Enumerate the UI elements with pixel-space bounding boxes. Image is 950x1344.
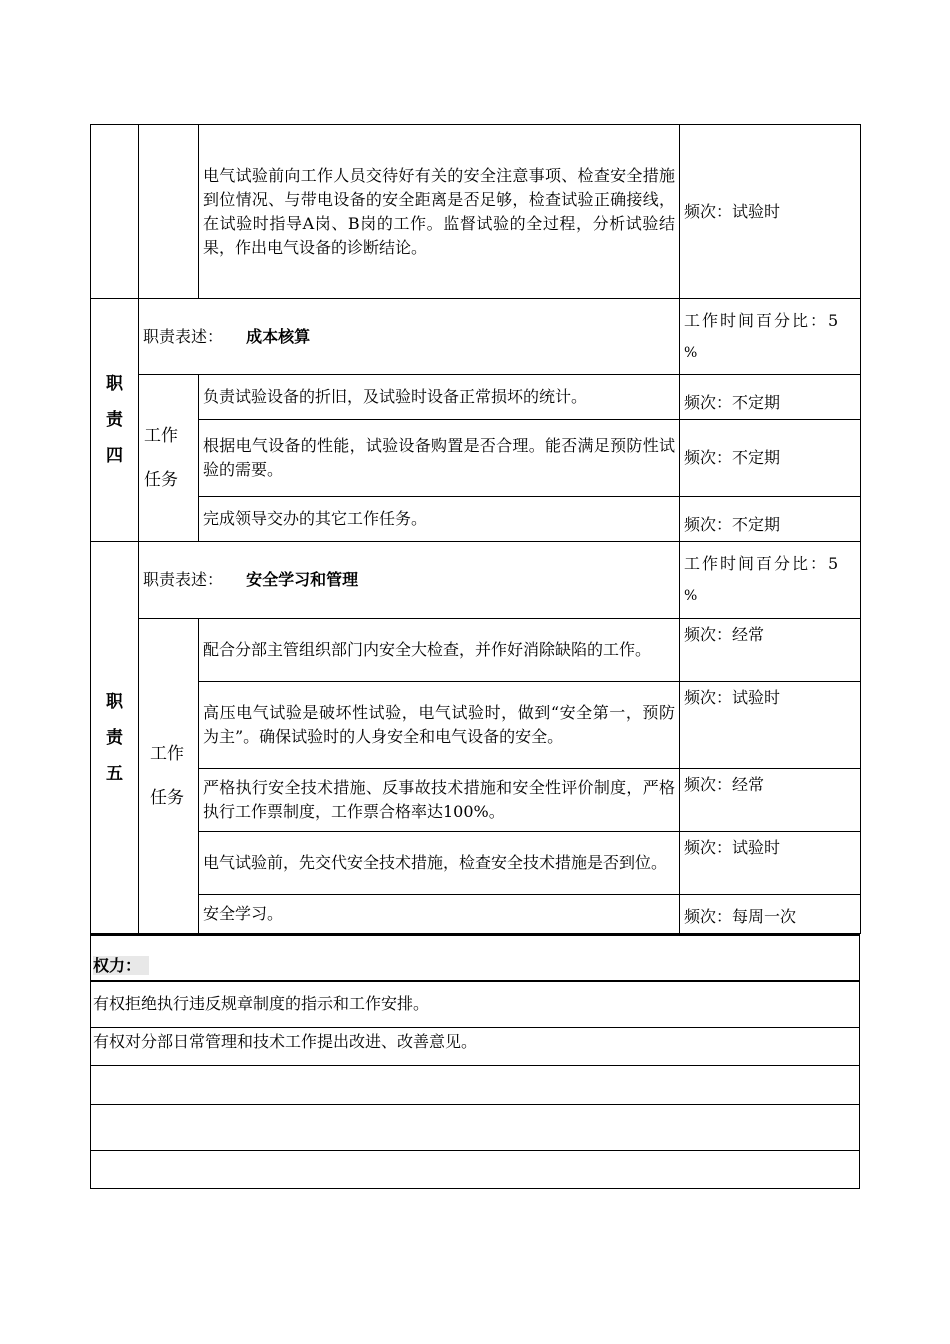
duty5-work-tasks-label: 工作 任务 xyxy=(139,619,199,934)
task-frequency: 频次：经常 xyxy=(680,769,861,832)
duty4-description xyxy=(139,299,680,375)
table-row xyxy=(91,895,861,934)
power-item xyxy=(91,1065,860,1104)
task-description: 高压电气试验是破坏性试验，电气试验时，做到“安全第一，预防为主”。确保试验时的人身安全和电气设备的安全。 xyxy=(199,682,680,769)
duty5-time-percent: 工作时间百分比：5 % xyxy=(680,542,861,619)
task-frequency: 频次：经常 xyxy=(680,619,861,682)
task-frequency: 频次：试验时 xyxy=(680,125,861,299)
power-item: 有权对分部日常管理和技术工作提出改进、改善意见。 xyxy=(91,1027,860,1065)
power-item xyxy=(91,1104,860,1150)
duty4-header-row xyxy=(91,299,861,375)
task-frequency: 频次：试验时 xyxy=(680,832,861,895)
power-table xyxy=(90,934,860,1189)
duty4-section-label: 职 责 四 xyxy=(91,299,139,542)
duty4-work-tasks-label: 工作 任务 xyxy=(139,375,199,542)
duty-title: 安全学习和管理 xyxy=(246,570,359,589)
task-description: 电气试验前，先交代安全技术措施，检查安全技术措施是否到位。 xyxy=(199,832,680,895)
task-frequency: 频次：不定期 xyxy=(680,497,861,542)
table-row xyxy=(91,832,861,895)
task-description: 安全学习。 xyxy=(199,895,680,934)
task-description: 完成领导交办的其它工作任务。 xyxy=(199,497,680,542)
duties-table xyxy=(90,124,861,934)
duty4-time-percent: 工作时间百分比：5 % xyxy=(680,299,861,375)
task-frequency: 频次：不定期 xyxy=(680,420,861,497)
table-row xyxy=(91,619,861,682)
task-frequency: 频次：每周一次 xyxy=(680,895,861,934)
duty-title: 成本核算 xyxy=(246,326,311,346)
task-description: 配合分部主管组织部门内安全大检查，并作好消除缺陷的工作。 xyxy=(199,619,680,682)
table-row xyxy=(91,682,861,769)
power-label: 权力： xyxy=(93,956,149,975)
section-cell-empty xyxy=(91,125,139,299)
table-row xyxy=(91,769,861,832)
table-row xyxy=(91,1150,860,1188)
power-header-row xyxy=(91,935,860,981)
task-description: 严格执行安全技术措施、反事故技术措施和安全性评价制度，严格执行工作票制度，工作票合格率达100%。 xyxy=(199,769,680,832)
task-description: 负责试验设备的折旧，及试验时设备正常损坏的统计。 xyxy=(199,375,680,420)
job-description-sheet xyxy=(90,124,860,1189)
table-row xyxy=(91,497,861,542)
power-item xyxy=(91,1150,860,1188)
duty5-description xyxy=(139,542,680,619)
table-row xyxy=(91,1027,860,1065)
table-row xyxy=(91,375,861,420)
table-row xyxy=(91,1065,860,1104)
table-row xyxy=(91,981,860,1027)
table-row xyxy=(91,125,861,299)
duty5-section-label: 职 责 五 xyxy=(91,542,139,934)
duty5-header-row xyxy=(91,542,861,619)
task-frequency: 频次：试验时 xyxy=(680,682,861,769)
task-description: 电气试验前向工作人员交待好有关的安全注意事项、检查安全措施到位情况、与带电设备的安全距离是否足够，检查试验正确接线，在试验时指导A岗、B岗的工作。监督试验的全过程，分析试验结果，作出电气设备的诊断结论。 xyxy=(199,125,680,299)
power-item: 有权拒绝执行违反规章制度的指示和工作安排。 xyxy=(91,981,860,1027)
table-row xyxy=(91,420,861,497)
task-description: 根据电气设备的性能，试验设备购置是否合理。能否满足预防性试验的需要。 xyxy=(199,420,680,497)
work-cell-empty xyxy=(139,125,199,299)
task-frequency: 频次：不定期 xyxy=(680,375,861,420)
duty-label: 职责表述： xyxy=(143,570,224,589)
duty-label: 职责表述： xyxy=(143,326,224,346)
power-header-cell xyxy=(91,935,860,981)
table-row xyxy=(91,1104,860,1150)
